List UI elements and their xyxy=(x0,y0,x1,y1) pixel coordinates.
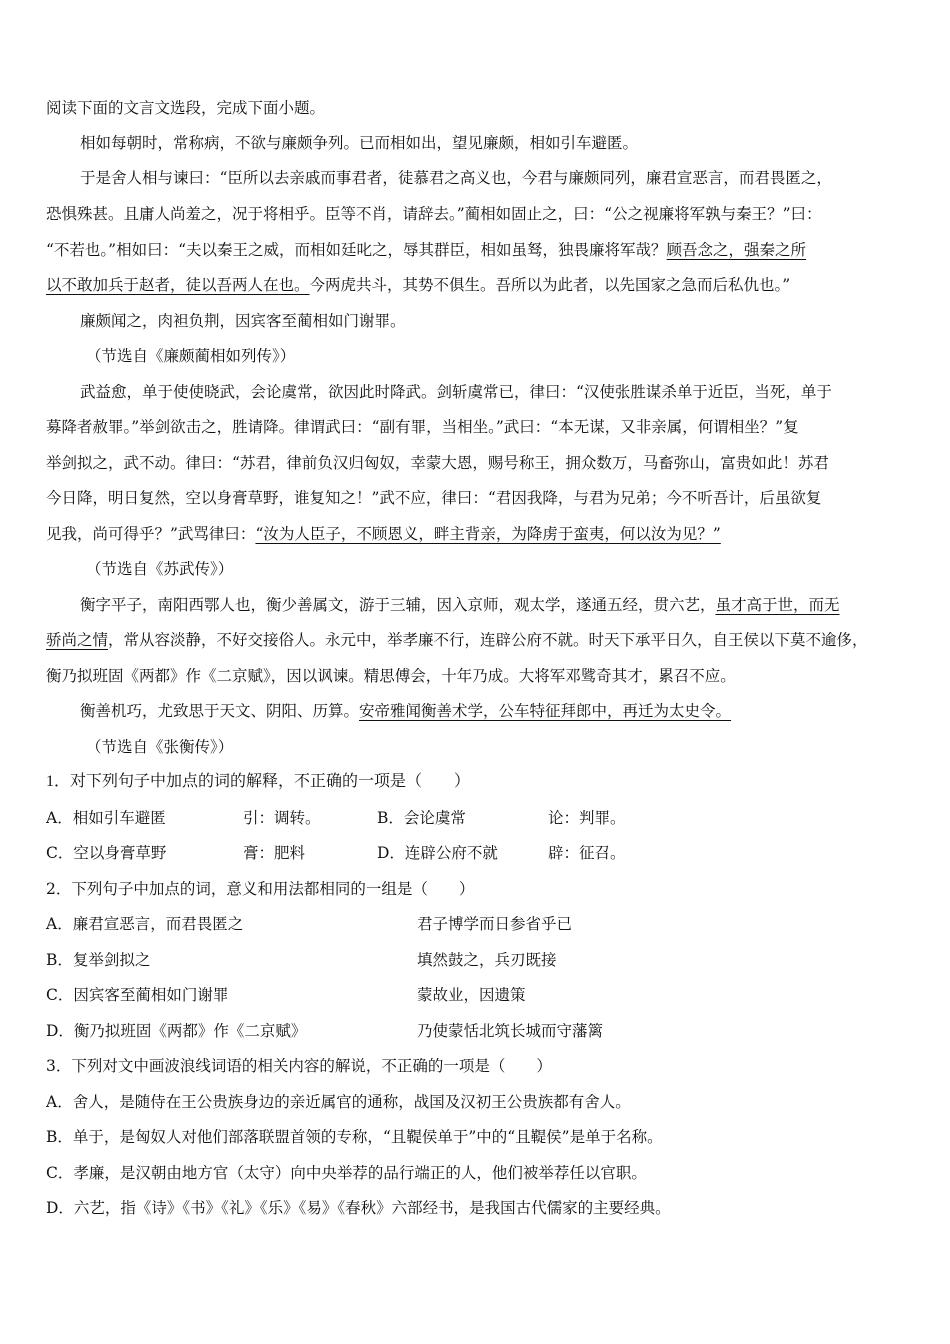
passage1-underlined-b: 以不敢加兵于赵者，徒以吾两人在也。 xyxy=(46,276,310,294)
q2-option-c[interactable]: C．因宾客至蔺相如门谢罪 xyxy=(46,986,229,1004)
q1-option-a[interactable]: A．相如引车避匿 xyxy=(46,809,166,827)
passage1-line4-text: “不若也。”相如曰：“夫以秦王之威，而相如廷叱之，辱其群臣，相如虽驽，独畏廉将军哉？ xyxy=(46,241,667,259)
q2-option-a[interactable]: A．廉君宣恶言，而君畏匿之 xyxy=(46,915,244,933)
passage3-underlined-c: 安帝雅闻衡善术学，公车特征拜郎中，再迁为太史令。 xyxy=(359,702,732,720)
passage1-line5 xyxy=(46,273,790,297)
passage3-source: （节选自《张衡传》） xyxy=(86,738,234,756)
q2-option-d[interactable]: D．衡乃拟班固《两都》作《二京赋》 xyxy=(46,1022,307,1040)
q2-option-b-compare: 填然鼓之，兵刃既接 xyxy=(417,951,557,969)
q3-option-d[interactable]: D．六艺，指《诗》《书》《礼》《乐》《易》《春秋》六部经书，是我国古代儒家的主要经典。 xyxy=(46,1199,671,1217)
passage1-line4 xyxy=(46,238,806,262)
q2-option-d-compare: 乃使蒙恬北筑长城而守藩篱 xyxy=(417,1022,604,1040)
passage3-line1 xyxy=(80,593,840,617)
q1-option-d[interactable]: D．连辟公府不就 xyxy=(377,844,498,862)
passage2-line5-text: 见我，尚可得乎？”武骂律曰： xyxy=(46,525,256,543)
q3-option-b[interactable]: B．单于，是匈奴人对他们部落联盟首领的专称，“且鞮侯单于”中的“且鞮侯”是单于名称。 xyxy=(46,1128,663,1146)
passage1-line1: 相如每朝时，常称病，不欲与廉颇争列。已而相如出，望见廉颇，相如引车避匿。 xyxy=(80,134,639,152)
passage3-underlined-a: 虽才高于世，而无 xyxy=(715,596,840,614)
passage3-line2-text: ，常从容淡静，不好交接俗人。永元中，举孝廉不行，连辟公府不就。时天下承平日久，自王侯以下莫不逾侈， xyxy=(108,631,868,649)
passage3-line4-text: 衡善机巧，尤致思于天文、阴阳、历算。 xyxy=(80,702,360,720)
passage2-underlined: “汝为人臣子，不顾恩义，畔主背亲，为降虏于蛮夷，何以汝为见？” xyxy=(255,525,721,543)
passage3-line1-text: 衡字平子，南阳西鄂人也，衡少善属文，游于三辅，因入京师，观太学，遂通五经，贯六艺， xyxy=(80,596,716,614)
q3-option-c[interactable]: C．孝廉，是汉朝由地方官（太守）向中央举荐的品行端正的人，他们被举荐任以官职。 xyxy=(46,1164,647,1182)
passage2-line1: 武益愈，单于使使晓武，会论虞常，欲因此时降武。剑斩虞常已，律曰：“汉使张胜谋杀单于近臣，当死，单于 xyxy=(80,383,832,401)
passage3-line4 xyxy=(80,699,731,723)
passage2-source: （节选自《苏武传》） xyxy=(86,560,234,578)
passage3-line3: 衡乃拟班固《两都》作《二京赋》，因以讽谏。精思傅会，十年乃成。大将军邓骘奇其才，累召不应。 xyxy=(46,667,736,685)
question3-stem: 3．下列对文中画波浪线词语的相关内容的解说，不正确的一项是（ ） xyxy=(46,1057,552,1075)
q3-option-a[interactable]: A．舍人，是随侍在王公贵族身边的亲近属官的通称，战国及汉初王公贵族都有舍人。 xyxy=(46,1093,631,1111)
passage2-line3: 举剑拟之，武不动。律曰：“苏君，律前负汉归匈奴，幸蒙大恩，赐号称王，拥众数万，马畜弥山，富贵如此！苏君 xyxy=(46,454,829,472)
passage1-underlined-a: 顾吾念之，强秦之所 xyxy=(666,241,807,259)
q1-option-d-note: 辟：征召。 xyxy=(548,844,626,862)
question2-stem: 2．下列句子中加点的词，意义和用法都相同的一组是（ ） xyxy=(46,880,475,898)
intro-text: 阅读下面的文言文选段，完成下面小题。 xyxy=(46,99,326,117)
passage2-line5 xyxy=(46,522,721,546)
passage1-line2: 于是舍人相与谏曰：“臣所以去亲戚而事君者，徒慕君之高义也，今君与廉颇同列，廉君宣恶言，而君畏匿之， xyxy=(80,169,832,187)
passage3-underlined-b: 骄尚之情 xyxy=(46,631,109,649)
passage1-line5-text: 今两虎共斗，其势不俱生。吾所以为此者，以先国家之急而后私仇也。” xyxy=(309,276,791,294)
q1-option-a-note: 引：调转。 xyxy=(243,809,321,827)
q1-option-b[interactable]: B．会论虞常 xyxy=(377,809,466,827)
passage2-line4: 今日降，明日复然，空以身膏草野，谁复知之！”武不应，律曰：“君因我降，与君为兄弟；今不听吾计，后虽欲复 xyxy=(46,489,822,507)
q2-option-c-compare: 蒙故业，因遗策 xyxy=(417,986,526,1004)
passage1-source: （节选自《廉颇蔺相如列传》） xyxy=(86,347,296,365)
q2-option-a-compare: 君子博学而日参省乎已 xyxy=(417,915,573,933)
passage2-line2: 募降者赦罪。”举剑欲击之，胜请降。律谓武曰：“副有罪，当相坐。”武曰：“本无谋，又非亲属，何谓相坐？”复 xyxy=(46,418,799,436)
q2-option-b[interactable]: B．复举剑拟之 xyxy=(46,951,151,969)
q1-option-c-note: 膏：肥料 xyxy=(243,844,306,862)
passage1-line3: 恐惧殊甚。且庸人尚羞之，况于将相乎。臣等不肖，请辞去。”蔺相如固止之，曰：“公之视廉将军孰与秦王？”曰： xyxy=(46,205,822,223)
q1-option-b-note: 论：判罪。 xyxy=(548,809,626,827)
passage1-line6: 廉颇闻之，肉袒负荆，因宾客至蔺相如门谢罪。 xyxy=(80,312,406,330)
question1-stem: 1．对下列句子中加点的词的解释，不正确的一项是（ ） xyxy=(46,773,471,790)
passage3-line2 xyxy=(46,628,868,652)
q1-option-c[interactable]: C．空以身膏草野 xyxy=(46,844,167,862)
